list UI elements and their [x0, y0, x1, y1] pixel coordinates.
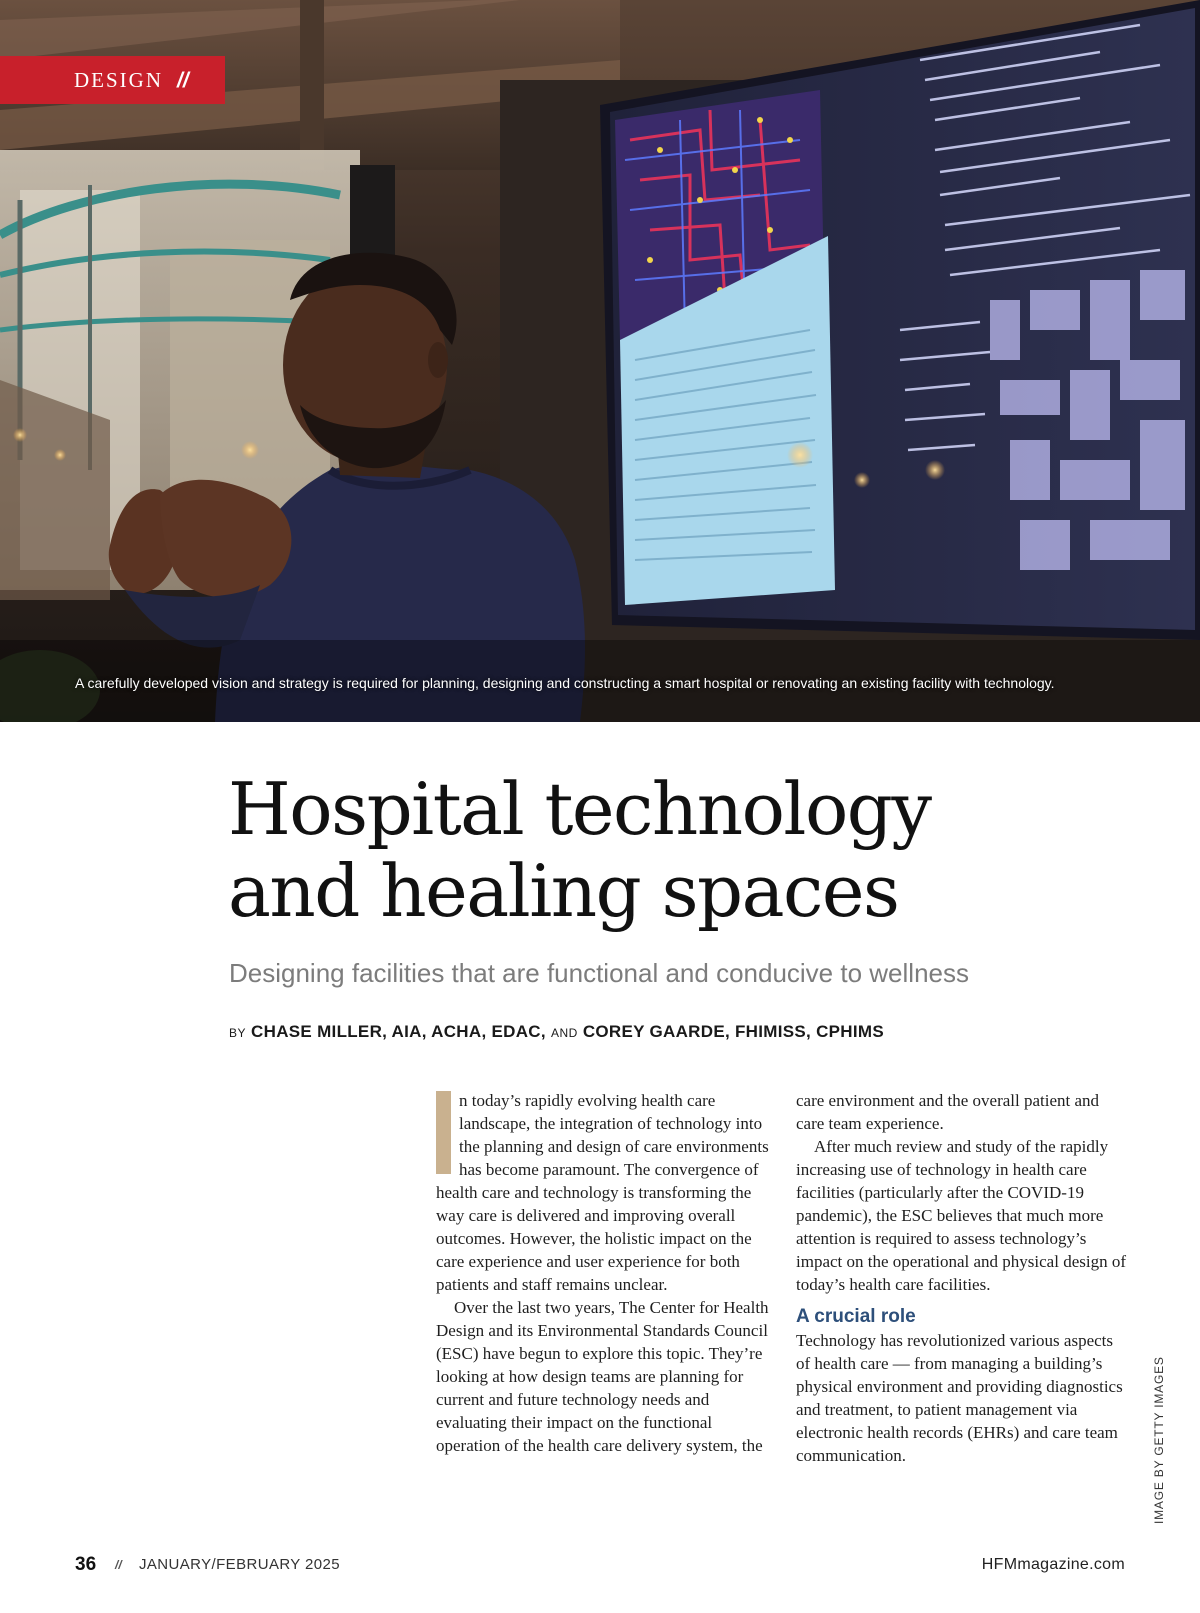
photo-caption: A carefully developed vision and strategy is required for planning, designing and constructing a smart hospital or renovating an existing facility with technology. — [75, 675, 1055, 691]
website-link[interactable]: HFMmagazine.com — [981, 1556, 1125, 1573]
footer-separator: // — [115, 1558, 122, 1572]
article-title — [228, 768, 931, 932]
image-credit: IMAGE BY GETTY IMAGES — [1152, 1356, 1166, 1524]
body-column-1 — [436, 1089, 771, 1457]
section-separator: // — [177, 69, 189, 92]
byline-author-2: COREY GAARDE, FHIMISS, CPHIMS — [582, 1022, 885, 1041]
article-title-line-1: Hospital technology — [228, 767, 931, 851]
page-footer — [75, 1554, 1125, 1580]
article-title-line-2: and healing spaces — [228, 849, 899, 933]
body-paragraph: After much review and study of the rapidly increasing use of technology in health care facilities (particularly after the COVID-19 pandemic), the ESC believes that much more attention is required to assess technology’s impact on the operational and physical design of today’s health care facilities. — [796, 1137, 1126, 1294]
body-paragraph — [436, 1089, 771, 1296]
body-paragraph: Technology has revolutionized various aspects of health care — from managing a building’s physical environment and providing diagnostics and treatment, to patient management via electronic health records (EHRs) and care team communication. — [796, 1331, 1123, 1465]
article-deck: Designing facilities that are functional and conducive to wellness — [229, 958, 969, 988]
hero-photo — [0, 0, 1200, 722]
section-subhead: A crucial role — [796, 1306, 916, 1327]
page-number: 36 — [75, 1554, 97, 1575]
section-label: DESIGN — [74, 68, 163, 92]
paragraph-text: n today’s rapidly evolving health care landscape, the integration of technology into the planning and design of care environments has become paramount. The convergence of health care and technology is transforming the way care is delivered and improving overall outcomes. However, the holistic impact on the care experience and user experience for both patients and staff remains unclear. — [436, 1091, 769, 1294]
drop-cap-bar — [436, 1091, 451, 1174]
byline-and: AND — [550, 1026, 578, 1040]
byline-author-1: CHASE MILLER, AIA, ACHA, EDAC, — [251, 1022, 546, 1041]
body-paragraph: Over the last two years, The Center for Health Design and its Environmental Standards Council (ESC) have begun to explore this topic. They’re looking at how design teams are planning for current and future technology needs and evaluating their impact on the functional operation of the health care delivery system, the — [436, 1298, 769, 1455]
section-tag — [0, 56, 225, 104]
body-paragraph: care environment and the overall patient and care team experience. — [796, 1091, 1100, 1133]
hero-photo-illustration — [0, 0, 1200, 722]
byline-by: BY — [229, 1026, 247, 1040]
byline — [229, 1022, 884, 1042]
issue-date: JANUARY/FEBRUARY 2025 — [139, 1556, 340, 1573]
body-column-2 — [796, 1089, 1131, 1467]
